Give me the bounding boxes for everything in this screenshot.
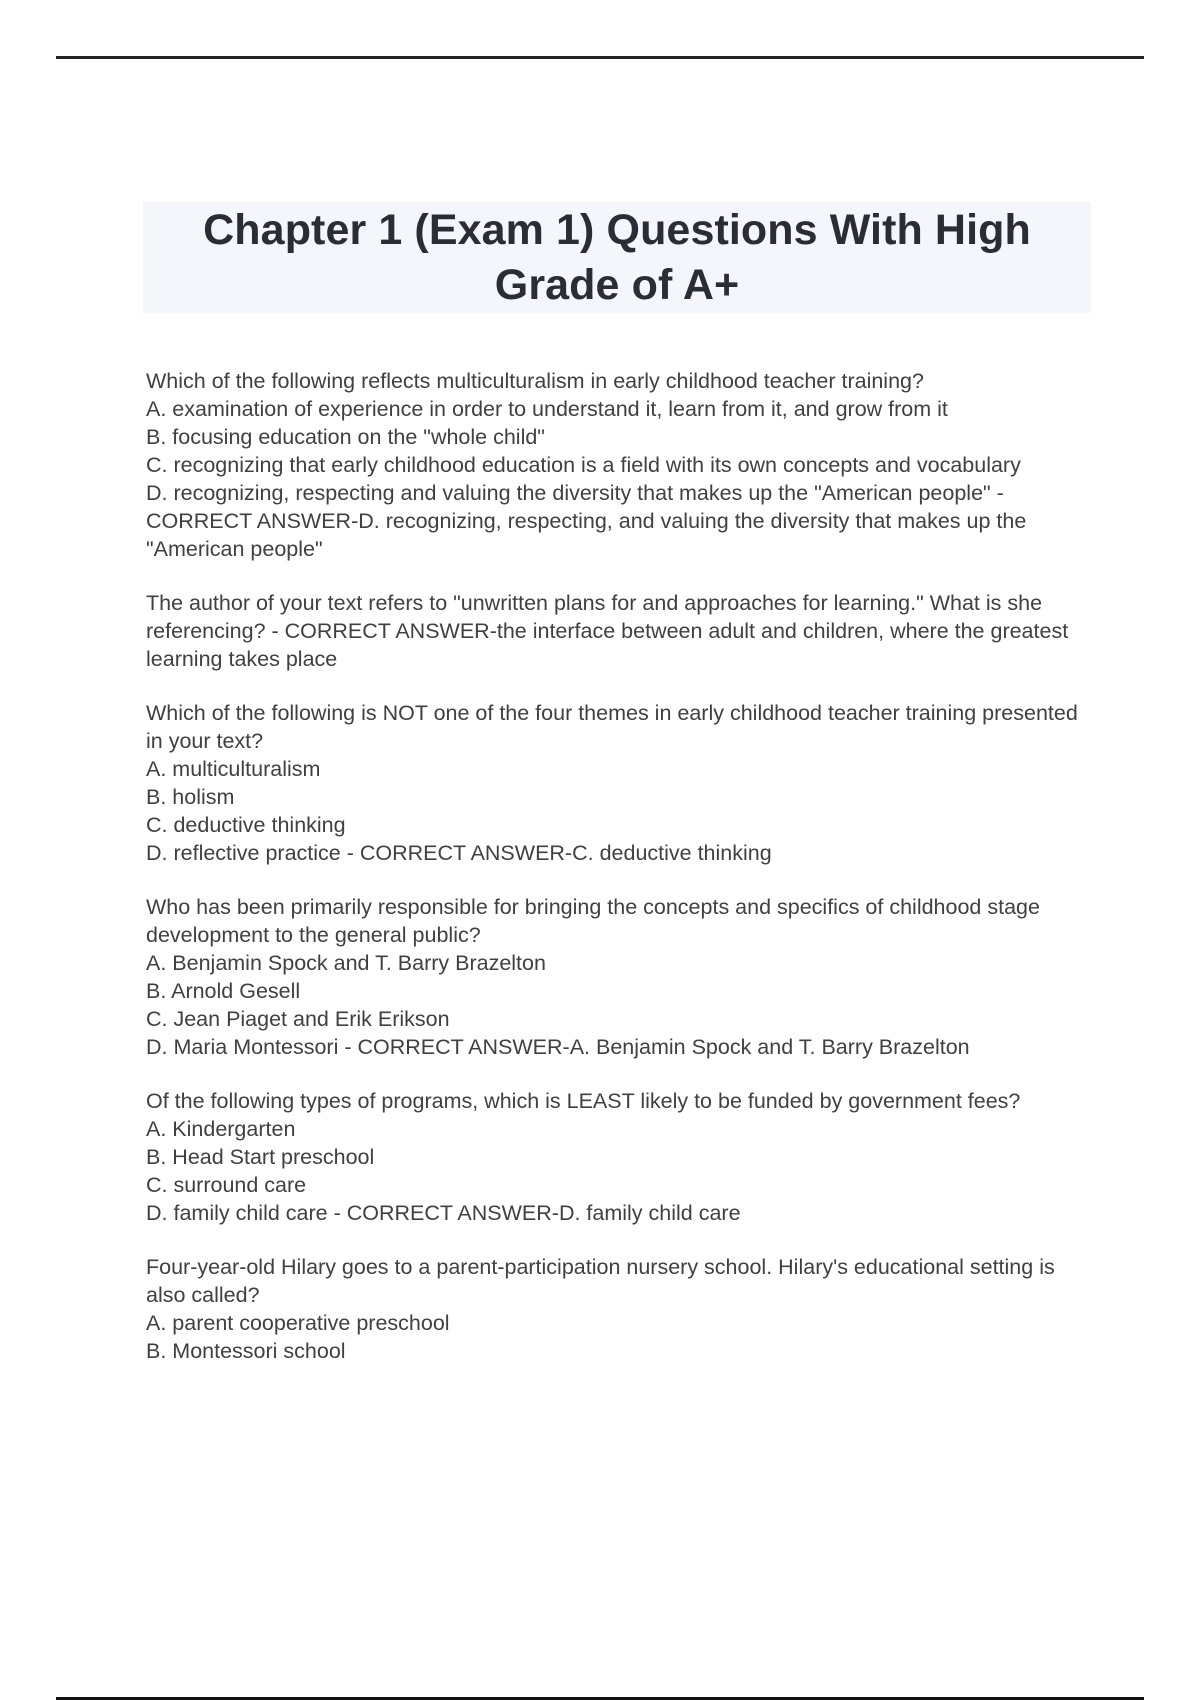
answer-option: A. examination of experience in order to understand it, learn from it, and grow from it (146, 397, 948, 421)
answer-option: B. Head Start preschool (146, 1145, 375, 1169)
document-title: Chapter 1 (Exam 1) Questions With High Grade of A+ (203, 205, 1031, 309)
question-item (146, 589, 1096, 673)
header-rule (56, 56, 1144, 59)
question-text: Which of the following reflects multiculturalism in early childhood teacher training? (146, 369, 924, 393)
answer-option: A. parent cooperative preschool (146, 1311, 450, 1335)
answer-option: B. Arnold Gesell (146, 979, 301, 1003)
answer-option: C. surround care (146, 1173, 307, 1197)
answer-option: A. Benjamin Spock and T. Barry Brazelton (146, 951, 546, 975)
answer-option-with-correct-answer: D. Maria Montessori - CORRECT ANSWER-A. Benjamin Spock and T. Barry Brazelton (146, 1035, 970, 1059)
answer-option: A. multiculturalism (146, 757, 321, 781)
question-text: Who has been primarily responsible for bringing the concepts and specifics of childhood stage development to the general public? (146, 895, 1040, 947)
answer-option: C. deductive thinking (146, 813, 346, 837)
answer-option: B. holism (146, 785, 235, 809)
title-banner (143, 202, 1091, 313)
answer-option: A. Kindergarten (146, 1117, 296, 1141)
answer-option: C. recognizing that early childhood education is a field with its own concepts and vocabulary (146, 453, 1021, 477)
question-text: Four-year-old Hilary goes to a parent-participation nursery school. Hilary's educational setting is also called? (146, 1255, 1055, 1307)
question-list (146, 367, 1096, 1391)
question-item (146, 367, 1096, 563)
answer-option-with-correct-answer: D. reflective practice - CORRECT ANSWER-C. deductive thinking (146, 841, 772, 865)
question-item (146, 1253, 1096, 1365)
question-text: Of the following types of programs, which is LEAST likely to be funded by government fees? (146, 1089, 1021, 1113)
answer-option: C. Jean Piaget and Erik Erikson (146, 1007, 450, 1031)
answer-option-with-correct-answer: D. recognizing, respecting and valuing the diversity that makes up the "American people" - CORRECT ANSWER-D. recognizing, respecting, and valuing the diversity that makes up the "American people" (146, 481, 1027, 561)
answer-option-with-correct-answer: D. family child care - CORRECT ANSWER-D. family child care (146, 1201, 741, 1225)
answer-option: B. focusing education on the "whole child" (146, 425, 545, 449)
question-item (146, 893, 1096, 1061)
question-text: Which of the following is NOT one of the four themes in early childhood teacher training presented in your text? (146, 701, 1078, 753)
question-text-with-correct-answer: The author of your text refers to "unwritten plans for and approaches for learning." What is she referencing? - CORRECT ANSWER-the interface between adult and children, where the greatest learning takes place (146, 591, 1069, 671)
answer-option: B. Montessori school (146, 1339, 346, 1363)
question-item (146, 699, 1096, 867)
question-item (146, 1087, 1096, 1227)
